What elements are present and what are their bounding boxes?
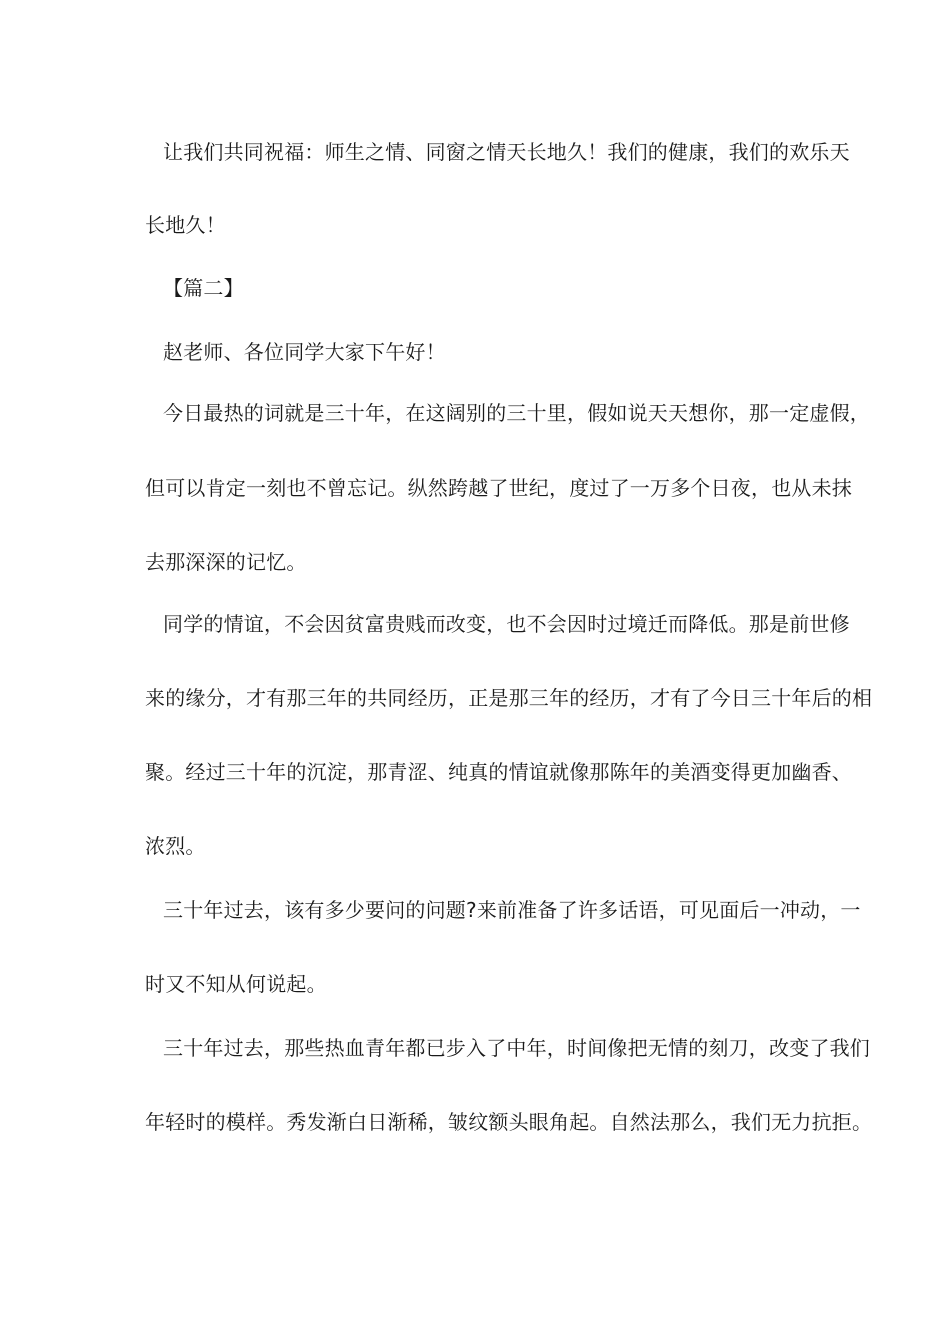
section-heading-part-two: 【篇二】 — [163, 276, 244, 300]
paragraph-friendship-line-2: 来的缘分，才有那三年的共同经历，正是那三年的经历，才有了今日三十年后的相 — [145, 686, 873, 710]
greeting-line: 赵老师、各位同学大家下午好！ — [163, 340, 446, 364]
paragraph-friendship-line-3: 聚。经过三十年的沉淀，那青涩、纯真的情谊就像那陈年的美酒变得更加幽香、 — [145, 760, 852, 784]
paragraph-questions-line-1: 三十年过去，该有多少要问的问题?来前准备了许多话语，可见面后一冲动，一 — [163, 898, 861, 922]
paragraph-thirty-years-line-3: 去那深深的记忆。 — [145, 550, 307, 574]
paragraph-thirty-years-line-1: 今日最热的词就是三十年，在这阔别的三十里，假如说天天想你，那一定虚假， — [163, 401, 870, 425]
paragraph-thirty-years-line-2: 但可以肯定一刻也不曾忘记。纵然跨越了世纪，度过了一万多个日夜，也从未抹 — [145, 476, 852, 500]
paragraph-time-line-2: 年轻时的模样。秀发渐白日渐稀，皱纹额头眼角起。自然法那么，我们无力抗拒。 — [145, 1110, 873, 1134]
paragraph-blessing-line-1: 让我们共同祝福：师生之情、同窗之情天长地久！我们的健康，我们的欢乐天 — [163, 140, 850, 164]
paragraph-blessing-line-2: 长地久！ — [145, 213, 226, 237]
paragraph-questions-line-2: 时又不知从何说起。 — [145, 972, 327, 996]
paragraph-friendship-line-4: 浓烈。 — [145, 834, 206, 858]
paragraph-friendship-line-1: 同学的情谊，不会因贫富贵贱而改变，也不会因时过境迁而降低。那是前世修 — [163, 612, 850, 636]
paragraph-time-line-1: 三十年过去，那些热血青年都已步入了中年，时间像把无情的刻刀，改变了我们 — [163, 1036, 870, 1060]
